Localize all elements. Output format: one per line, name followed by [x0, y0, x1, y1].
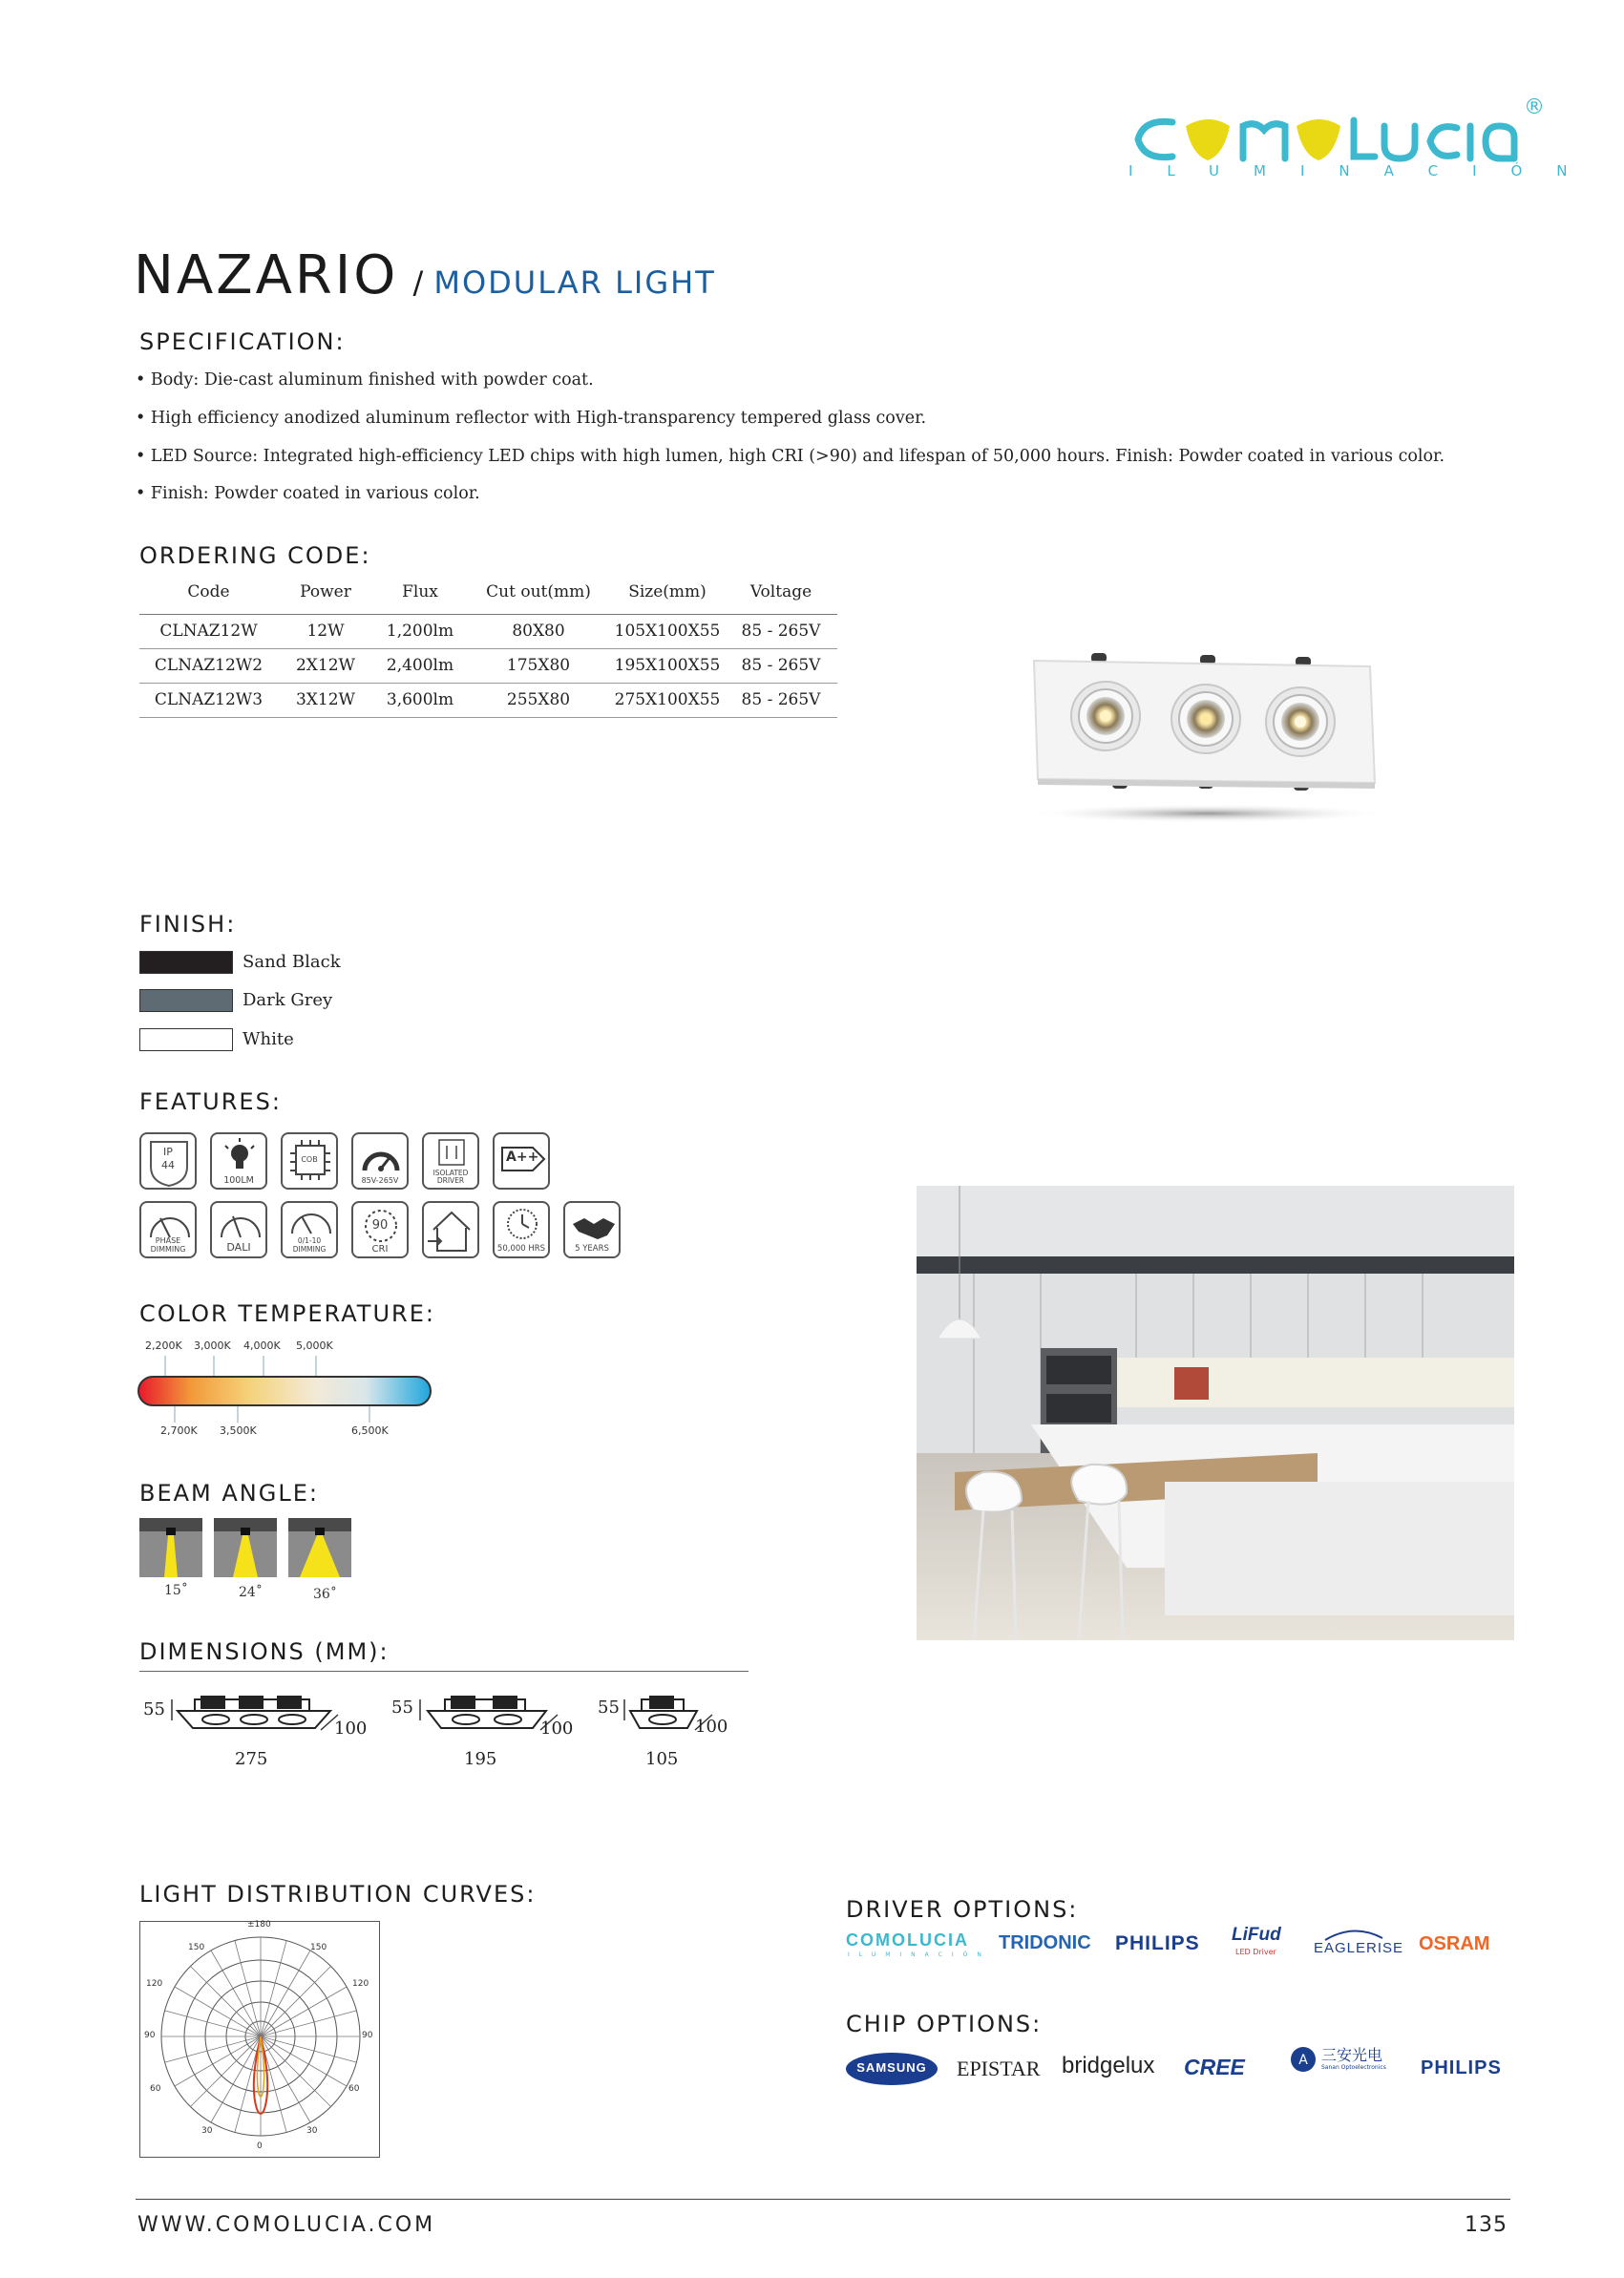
beam-angle-diagrams [139, 1518, 369, 1585]
beam-15-diagram [139, 1518, 202, 1577]
polar-label: 120 [146, 1979, 163, 1989]
features-heading: FEATURES: [139, 1088, 282, 1115]
chip-brand-epistar: EPISTAR [957, 2057, 1041, 2080]
table-row [139, 614, 837, 648]
cct-label-bottom: 3,500K [220, 1424, 257, 1437]
polar-label: 150 [188, 1943, 205, 1952]
color-temperature-bar [134, 1354, 439, 1430]
footer-divider [136, 2199, 1510, 2200]
dim-height: 55 [391, 1698, 413, 1718]
driver-brand-philips: PHILIPS [1115, 1932, 1200, 1954]
polar-label: 0 [257, 2141, 263, 2151]
chip-brand-bridgelux: bridgelux [1062, 2053, 1155, 2078]
column-header: Size(mm) [610, 570, 725, 614]
polar-label: 90 [362, 2031, 373, 2040]
driver-brand-tridonic: TRIDONIC [999, 1932, 1091, 1953]
cct-label-top: 5,000K [296, 1339, 333, 1352]
chip-brand-philips: PHILIPS [1421, 2057, 1502, 2078]
table-cell: 105X100X55 [610, 614, 725, 648]
dim-width: 195 [464, 1749, 497, 1769]
beam-36-diagram [288, 1518, 351, 1577]
page-number: 135 [1465, 2213, 1508, 2237]
phase-dimming-icon: PHASE DIMMING [139, 1201, 197, 1258]
dimensions-divider [139, 1671, 749, 1672]
table-cell: 85 - 265V [725, 614, 837, 648]
polar-label: 120 [352, 1979, 369, 1989]
ordering-table [139, 570, 837, 718]
dimension-drawing-275 [168, 1692, 359, 1749]
table-cell: 195X100X55 [610, 648, 725, 683]
column-header: Code [139, 570, 278, 614]
chip-brand-samsung: SAMSUNG [846, 2053, 938, 2085]
table-cell: CLNAZ12W [139, 614, 278, 648]
polar-label: 90 [144, 2031, 156, 2040]
beam-angle-36: 36˚ [313, 1587, 337, 1602]
finish-label-white: White [243, 1029, 294, 1049]
cob-chip-icon: COB [281, 1132, 338, 1190]
brand-logo [1125, 95, 1602, 189]
cct-label-top: 2,200K [145, 1339, 182, 1352]
table-header-row [139, 570, 837, 614]
table-cell: 12W [278, 614, 373, 648]
cri-icon: 90 CRI [351, 1201, 409, 1258]
product-title [134, 244, 716, 306]
color-temperature-heading: COLOR TEMPERATURE: [139, 1300, 435, 1327]
product-category: MODULAR LIGHT [433, 264, 716, 301]
dimensions-heading: DIMENSIONS (MM): [139, 1638, 390, 1665]
finish-swatch-white [139, 1028, 233, 1051]
product-image [1017, 640, 1399, 831]
column-header: Voltage [725, 570, 837, 614]
dim-depth: 100 [695, 1717, 728, 1737]
title-separator: / [412, 264, 424, 301]
driver-brand-eaglerise: EAGLERISE [1314, 1940, 1404, 1956]
lifespan-clock-icon: 50,000 HRS [493, 1201, 550, 1258]
table-cell: CLNAZ12W2 [139, 648, 278, 683]
dim-width: 105 [645, 1749, 679, 1769]
column-header: Flux [373, 570, 467, 614]
dali-icon: DALI [210, 1201, 267, 1258]
beam-24-diagram [214, 1518, 277, 1577]
house-icon [422, 1201, 479, 1258]
bulb-icon: 100LM [210, 1132, 267, 1190]
spec-item-1: • Body: Die-cast aluminum finished with powder coat. [136, 370, 594, 390]
cct-label-bottom: 6,500K [351, 1424, 389, 1437]
table-cell: 3,600lm [373, 683, 467, 717]
table-cell: 85 - 265V [725, 648, 837, 683]
table-cell: 175X80 [467, 648, 610, 683]
polar-label: 60 [150, 2084, 161, 2094]
footer-website-link[interactable]: WWW.COMOLUCIA.COM [137, 2213, 436, 2237]
polar-diagram [140, 1922, 381, 2159]
finish-swatch-sand-black [139, 951, 233, 974]
handshake-icon: 5 YEARS [563, 1201, 621, 1258]
logo-registered-mark: ® [1524, 95, 1545, 119]
table-cell: 2X12W [278, 648, 373, 683]
dimming-0-10-icon: 0/1-10 DIMMING [281, 1201, 338, 1258]
voltage-gauge-icon: 85V-265V [351, 1132, 409, 1190]
driver-brand-lifud: LiFud LED Driver [1232, 1925, 1281, 1956]
light-distribution-heading: LIGHT DISTRIBUTION CURVES: [139, 1881, 537, 1908]
spec-item-3: • LED Source: Integrated high-efficiency LED chips with high lumen, high CRI (>90) and lifespan of 50,000 hours. Finish: Powder coated in various color. [136, 447, 1445, 466]
kitchen-photo [917, 1186, 1514, 1640]
table-cell: 275X100X55 [610, 683, 725, 717]
driver-options-heading: DRIVER OPTIONS: [846, 1896, 1079, 1923]
beam-angle-24: 24˚ [239, 1585, 263, 1600]
table-cell: 3X12W [278, 683, 373, 717]
dim-height: 55 [598, 1698, 620, 1718]
product-name: NAZARIO [134, 244, 399, 306]
chip-brand-sanan: A 三安光电 Sanan Optoelectronics [1289, 2043, 1394, 2085]
finish-label-dark-grey: Dark Grey [243, 990, 333, 1010]
cct-label-top: 3,000K [194, 1339, 231, 1352]
chip-options-heading: CHIP OPTIONS: [846, 2011, 1043, 2037]
driver-brand-osram: OSRAM [1419, 1933, 1490, 1954]
table-cell: 85 - 265V [725, 683, 837, 717]
beam-angle-heading: BEAM ANGLE: [139, 1480, 319, 1507]
logo-wordmark [1125, 103, 1545, 168]
spec-item-2: • High efficiency anodized aluminum reflector with High-transparency tempered glass cover. [136, 409, 927, 428]
table-cell: 2,400lm [373, 648, 467, 683]
polar-curve-box [139, 1921, 380, 2158]
ip44-icon: IP 44 [139, 1132, 197, 1190]
finish-swatch-dark-grey [139, 989, 233, 1012]
isolated-driver-icon: ISOLATED DRIVER [422, 1132, 479, 1190]
finish-label-sand-black: Sand Black [243, 952, 341, 972]
chip-brand-cree: CREE [1184, 2055, 1245, 2079]
table-cell: 255X80 [467, 683, 610, 717]
polar-label: 30 [201, 2126, 213, 2136]
ordering-heading: ORDERING CODE: [139, 542, 371, 569]
spec-item-4: • Finish: Powder coated in various color. [136, 484, 480, 503]
table-cell: 1,200lm [373, 614, 467, 648]
finish-heading: FINISH: [139, 911, 237, 938]
dim-depth: 100 [334, 1719, 368, 1739]
dim-width: 275 [235, 1749, 268, 1769]
column-header: Cut out(mm) [467, 570, 610, 614]
polar-label: ±180 [247, 1920, 271, 1930]
sanan-logo-icon [1289, 2045, 1318, 2074]
table-row [139, 683, 837, 717]
polar-label: 30 [306, 2126, 318, 2136]
polar-label: 150 [310, 1943, 327, 1952]
cct-label-bottom: 2,700K [160, 1424, 198, 1437]
table-cell: CLNAZ12W3 [139, 683, 278, 717]
driver-brand-comolucia: COMOLUCIA ILUMINACIÓN [846, 1930, 991, 1958]
cct-label-top: 4,000K [243, 1339, 281, 1352]
dim-height: 55 [143, 1699, 165, 1719]
dim-depth: 100 [540, 1719, 574, 1739]
column-header: Power [278, 570, 373, 614]
specification-heading: SPECIFICATION: [139, 328, 346, 355]
beam-angle-15: 15˚ [164, 1583, 188, 1598]
svg-text:A: A [1298, 2053, 1308, 2068]
table-cell: 80X80 [467, 614, 610, 648]
table-row [139, 648, 837, 683]
polar-label: 60 [348, 2084, 360, 2094]
energy-class-icon: A++ [493, 1132, 550, 1190]
logo-subtitle: ILUMINACIÓN [1128, 162, 1602, 179]
